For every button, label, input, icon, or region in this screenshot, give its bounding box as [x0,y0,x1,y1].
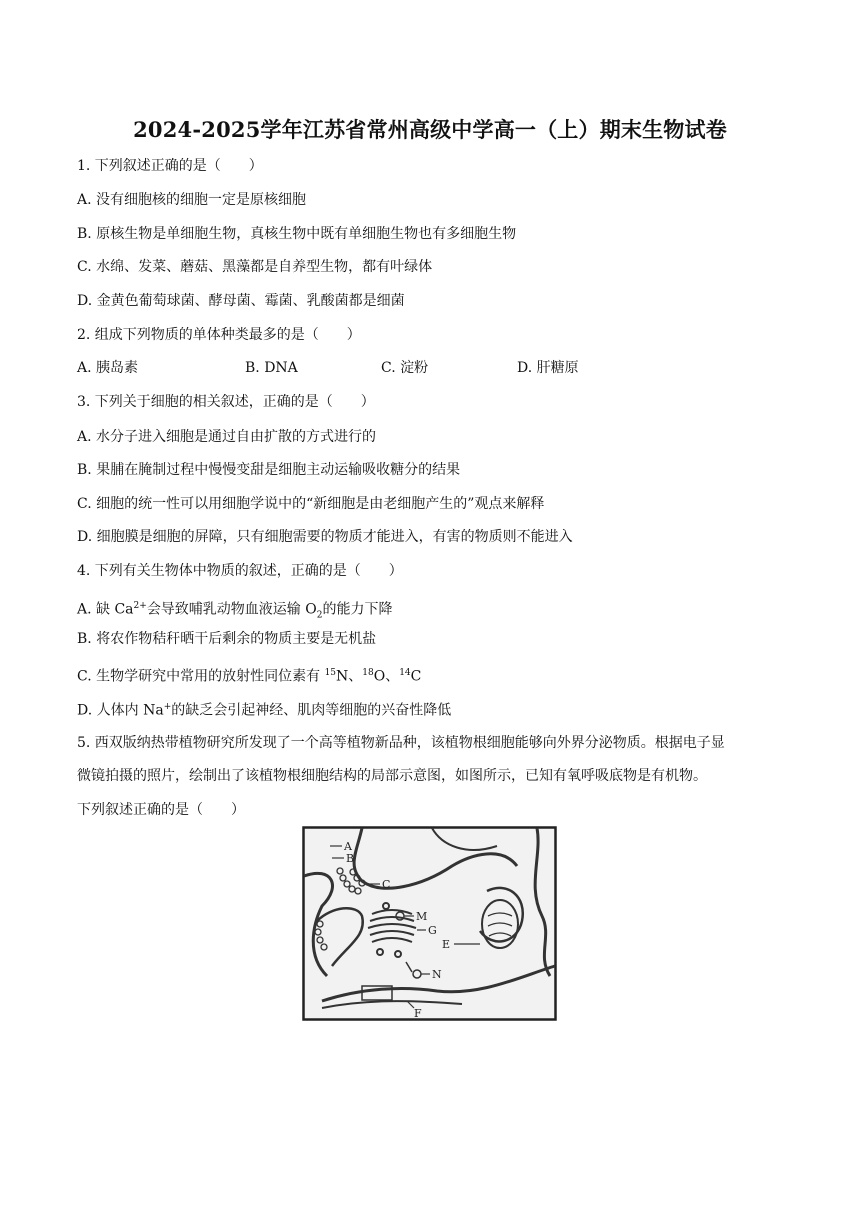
figure-label-m: M [416,910,428,923]
q1-option-b: B. 原核生物是单细胞生物，真核生物中既有单细胞生物也有多细胞生物 [77,226,517,242]
figure-label-a: A [344,840,352,853]
q3-option-d: D. 细胞膜是细胞的屏障，只有细胞需要的物质才能进入，有害的物质则不能进入 [77,529,573,545]
figure-label-f: F [414,1007,422,1020]
q4-stem: 4. 下列有关生物体中物质的叙述，正确的是（ ） [77,563,403,579]
cell-diagram [302,826,557,1021]
q5-stem-line-1: 5. 西双版纳热带植物研究所发现了一个高等植物新品种，该植物根细胞能够向外界分泌物质。根据电子显 [77,735,725,751]
figure-label-b: B [346,852,355,865]
page-title: 2024-2025学年江苏省常州高级中学高一（上）期末生物试卷 [133,117,727,142]
figure-label-c: C [382,878,391,891]
q2-option-a: A. 胰岛素 [77,360,139,376]
q1-option-d: D. 金黄色葡萄球菌、酵母菌、霉菌、乳酸菌都是细菌 [77,293,405,309]
q3-option-c: C. 细胞的统一性可以用细胞学说中的“新细胞是由老细胞产生的”观点来解释 [77,496,545,512]
q3-option-b: B. 果脯在腌制过程中慢慢变甜是细胞主动运输吸收糖分的结果 [77,462,461,478]
q4-option-a: A. 缺 $Ca^{2+}$会导致哺乳动物血液运输 $O_2$的能力下降 [77,601,393,621]
figure-label-n: N [432,968,442,981]
q1-stem: 1. 下列叙述正确的是（ ） [77,158,263,174]
q1-option-a: A. 没有细胞核的细胞一定是原核细胞 [77,192,307,208]
q3-option-a: A. 水分子进入细胞是通过自由扩散的方式进行的 [77,429,377,445]
q4-option-d: D. 人体内 Na+的缺乏会引起神经、肌肉等细胞的兴奋性降低 [77,702,452,719]
q2-option-c: C. 淀粉 [381,360,429,376]
q4-option-b: B. 将农作物秸秆晒干后剩余的物质主要是无机盐 [77,631,377,647]
q5-stem-line-3: 下列叙述正确的是（ ） [77,802,245,818]
q5-stem-line-2: 微镜拍摄的照片，绘制出了该植物根细胞结构的局部示意图，如图所示，已知有氧呼吸底物是有机物。 [77,768,707,784]
q1-option-c: C. 水绵、发菜、蘑菇、黑藻都是自养型生物，都有叶绿体 [77,259,433,275]
q3-stem: 3. 下列关于细胞的相关叙述，正确的是（ ） [77,394,375,410]
q2-option-b: B. DNA [245,360,298,376]
q4-option-c: C. 生物学研究中常用的放射性同位素有 $^{15}$N、$^{18}$O、$^{14}$C [77,668,422,685]
q2-option-d: D. 肝糖原 [517,360,579,376]
cell-structure-figure [302,826,557,1021]
q2-stem: 2. 组成下列物质的单体种类最多的是（ ） [77,327,361,343]
figure-label-g: G [428,924,437,937]
figure-label-e: E [442,938,451,951]
